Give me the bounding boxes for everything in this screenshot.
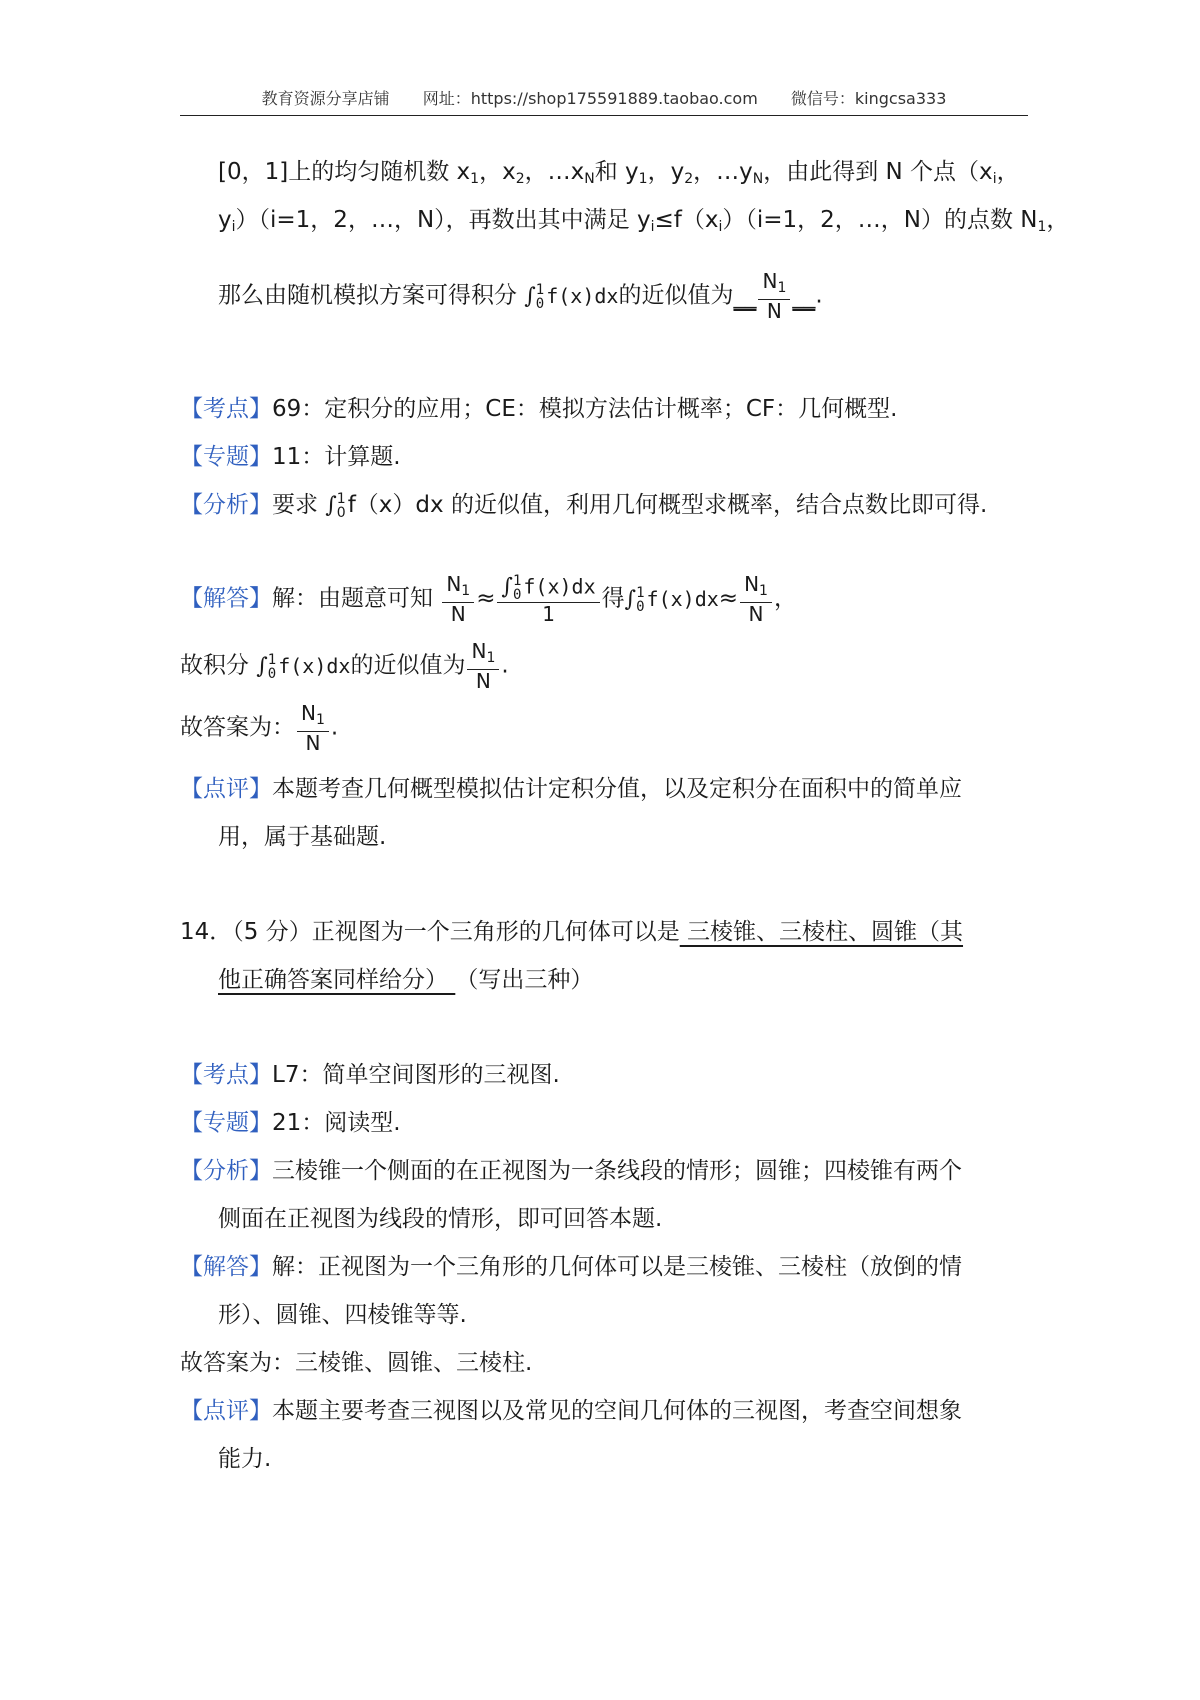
q13-line-3: 那么由随机模拟方案可得积分 ∫ 1 0 f(x)dx的近似值为__ $\frac{N_1}{N}$ __. (218, 269, 823, 323)
a13-answer: 故答案为： $\frac{N_1}{N}$ . (180, 701, 339, 755)
q14-stem-2: 他正确答案同样给分） （写出三种） (218, 967, 594, 993)
a14-fenxi-1: 【分析】三棱锥一个侧面的在正视图为一条线段的情形；圆锥；四棱锥有两个 (180, 1158, 962, 1184)
a14-fenxi-2: 侧面在正视图为线段的情形，即可回答本题. (218, 1206, 663, 1232)
a13-dianping-1: 【点评】本题考查几何概型模拟估计定积分值，以及定积分在面积中的简单应 (180, 776, 962, 802)
integral-expression: ∫ 1 0 f(x)dx (524, 282, 619, 312)
shop-url: 网址：https://shop175591889.taobao.com (422, 89, 758, 108)
a13-jieda: 【解答】解：由题意可知 $\frac{N_1}{N}$ ≈ ∫ 1 0 f(x)dx 1 得∫ 1 0 f(x)dx≈ $\frac{N_1}{N}$ ， (180, 572, 797, 626)
a14-dianping-1: 【点评】本题主要考查三视图以及常见的空间几何体的三视图，考查空间想象 (180, 1398, 962, 1424)
q14-stem-1: 14．（5 分）正视图为一个三角形的几何体可以是 三棱锥、三棱柱、圆锥（其 (180, 919, 964, 945)
shop-name: 教育资源分享店铺 (261, 89, 390, 108)
a14-jieda-1: 【解答】解：正视图为一个三角形的几何体可以是三棱锥、三棱柱（放倒的情 (180, 1254, 962, 1280)
a14-answer: 故答案为：三棱锥、圆锥、三棱柱. (180, 1350, 533, 1376)
page-header (180, 86, 1028, 116)
a13-fenxi: 【分析】要求 ∫ 1 0 f（x）dx 的近似值，利用几何概型求概率，结合点数比即可得. (180, 490, 988, 521)
a13-gu: 故积分 ∫ 1 0 f(x)dx的近似值为 $\frac{N_1}{N}$ . (180, 639, 509, 693)
a14-dianping-2: 能力. (218, 1446, 272, 1472)
a14-kaodian: 【考点】L7：简单空间图形的三视图. (180, 1062, 560, 1088)
a13-zhuanti: 【专题】11：计算题. (180, 444, 401, 470)
wechat-id: 微信号：kingcsa333 (790, 89, 947, 108)
q13-line-1: [0，1]上的均匀随机数 $x_1$，$x_2$，$\dots x_N$和 $y_1$，$y_2$，$\dots y_N$，由此得到 N 个点（$x_i$， (218, 159, 1020, 187)
a13-dianping-2: 用，属于基础题. (218, 824, 387, 850)
q13-line-2: $y_i)(i=1$，2，…，N），再数出其中满足 $y_i\le f(x_i)(i=1$，2，…，N）的点数 $N_1$， (218, 207, 1070, 235)
a14-jieda-2: 形）、圆锥、四棱锥等等. (218, 1302, 467, 1328)
a13-kaodian: 【考点】69：定积分的应用；CE：模拟方法估计概率；CF：几何概型. (180, 396, 898, 422)
a14-zhuanti: 【专题】21：阅读型. (180, 1110, 401, 1136)
answer-fraction: $\frac{N_1}{N}$ (758, 270, 790, 322)
